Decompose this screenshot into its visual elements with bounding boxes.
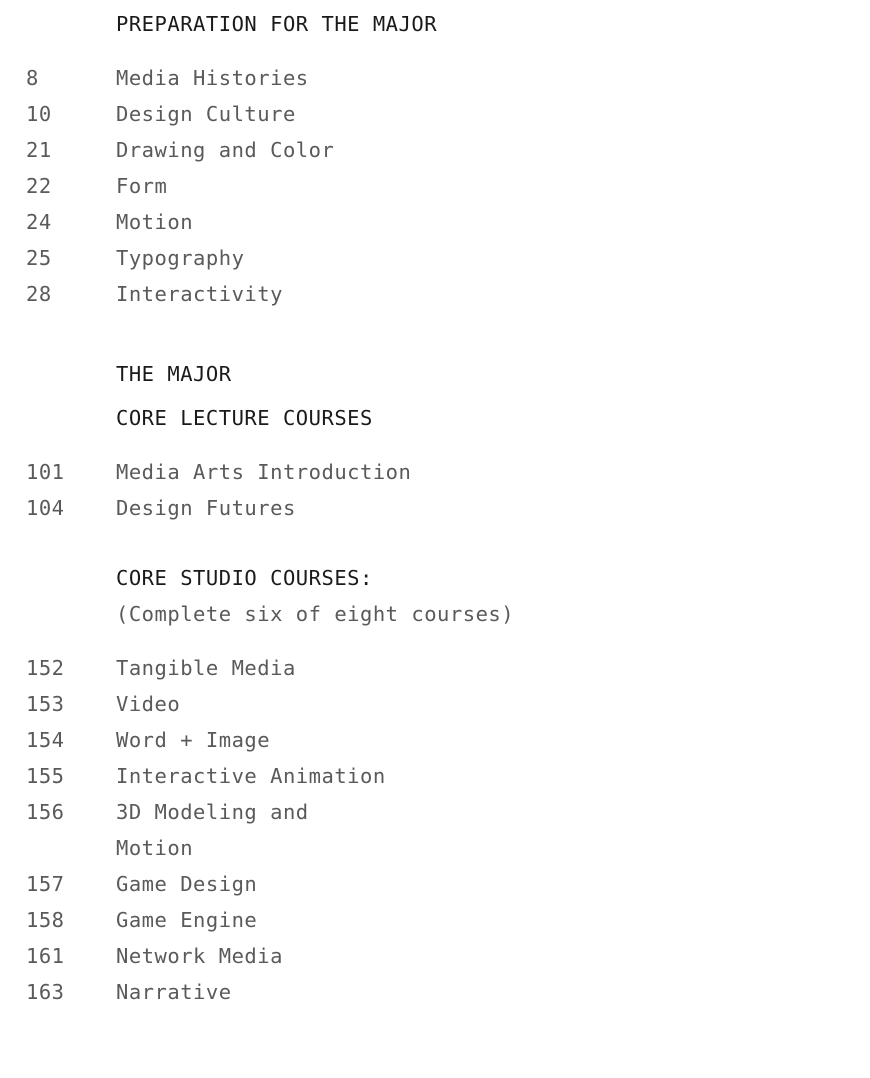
course-row <box>0 490 870 526</box>
course-row <box>0 974 870 1010</box>
course-title: Video <box>116 692 181 716</box>
course-title: Interactivity <box>116 282 283 306</box>
course-title: Design Futures <box>116 496 296 520</box>
course-number: 157 <box>26 872 65 896</box>
spacer <box>0 312 870 356</box>
course-title: Motion <box>116 836 194 860</box>
course-title: Media Histories <box>116 66 309 90</box>
course-row <box>0 454 870 490</box>
course-title: Game Design <box>116 872 258 896</box>
course-row <box>0 276 870 312</box>
course-title: Interactive Animation <box>116 764 386 788</box>
course-row <box>0 240 870 276</box>
spacer <box>0 392 870 400</box>
course-number: 154 <box>26 728 65 752</box>
course-list <box>0 650 870 1010</box>
course-row <box>0 938 870 974</box>
course-number: 161 <box>26 944 65 968</box>
course-row <box>0 650 870 686</box>
spacer <box>0 436 870 454</box>
course-number: 10 <box>26 102 52 126</box>
course-title: Motion <box>116 210 194 234</box>
course-number: 101 <box>26 460 65 484</box>
course-row <box>0 60 870 96</box>
course-number: 158 <box>26 908 65 932</box>
course-row-continuation <box>0 830 870 866</box>
course-title: Drawing and Color <box>116 138 335 162</box>
section-heading: PREPARATION FOR THE MAJOR <box>116 12 438 36</box>
course-number: 152 <box>26 656 65 680</box>
course-row <box>0 866 870 902</box>
course-number: 104 <box>26 496 65 520</box>
course-number: 28 <box>26 282 52 306</box>
course-title: Media Arts Introduction <box>116 460 412 484</box>
course-title: Word + Image <box>116 728 271 752</box>
course-row <box>0 168 870 204</box>
section-preparation-for-the-major <box>0 6 870 312</box>
course-row <box>0 686 870 722</box>
course-title: Narrative <box>116 980 232 1004</box>
course-list <box>0 454 870 526</box>
course-row <box>0 902 870 938</box>
course-number: 156 <box>26 800 65 824</box>
course-row <box>0 722 870 758</box>
course-title: 3D Modeling and <box>116 800 309 824</box>
course-title: Game Engine <box>116 908 258 932</box>
course-title: Typography <box>116 246 245 270</box>
section-heading: THE MAJOR <box>116 362 232 386</box>
course-number: 22 <box>26 174 52 198</box>
course-row <box>0 794 870 830</box>
course-number: 25 <box>26 246 52 270</box>
section-subheading: CORE STUDIO COURSES: <box>116 566 373 590</box>
course-list <box>0 60 870 312</box>
course-row <box>0 132 870 168</box>
section-subheading: CORE LECTURE COURSES <box>116 406 373 430</box>
course-title: Tangible Media <box>116 656 296 680</box>
course-title: Network Media <box>116 944 283 968</box>
course-number: 155 <box>26 764 65 788</box>
course-number: 153 <box>26 692 65 716</box>
section-the-major <box>0 356 870 526</box>
course-number: 163 <box>26 980 65 1004</box>
section-core-studio-courses <box>0 560 870 1010</box>
spacer <box>0 42 870 60</box>
course-number: 24 <box>26 210 52 234</box>
course-title: Design Culture <box>116 102 296 126</box>
section-note: (Complete six of eight courses) <box>116 602 515 626</box>
course-row <box>0 96 870 132</box>
course-row <box>0 758 870 794</box>
spacer <box>0 526 870 560</box>
course-number: 8 <box>26 66 39 90</box>
course-number: 21 <box>26 138 52 162</box>
course-row <box>0 204 870 240</box>
spacer <box>0 632 870 650</box>
course-title: Form <box>116 174 168 198</box>
